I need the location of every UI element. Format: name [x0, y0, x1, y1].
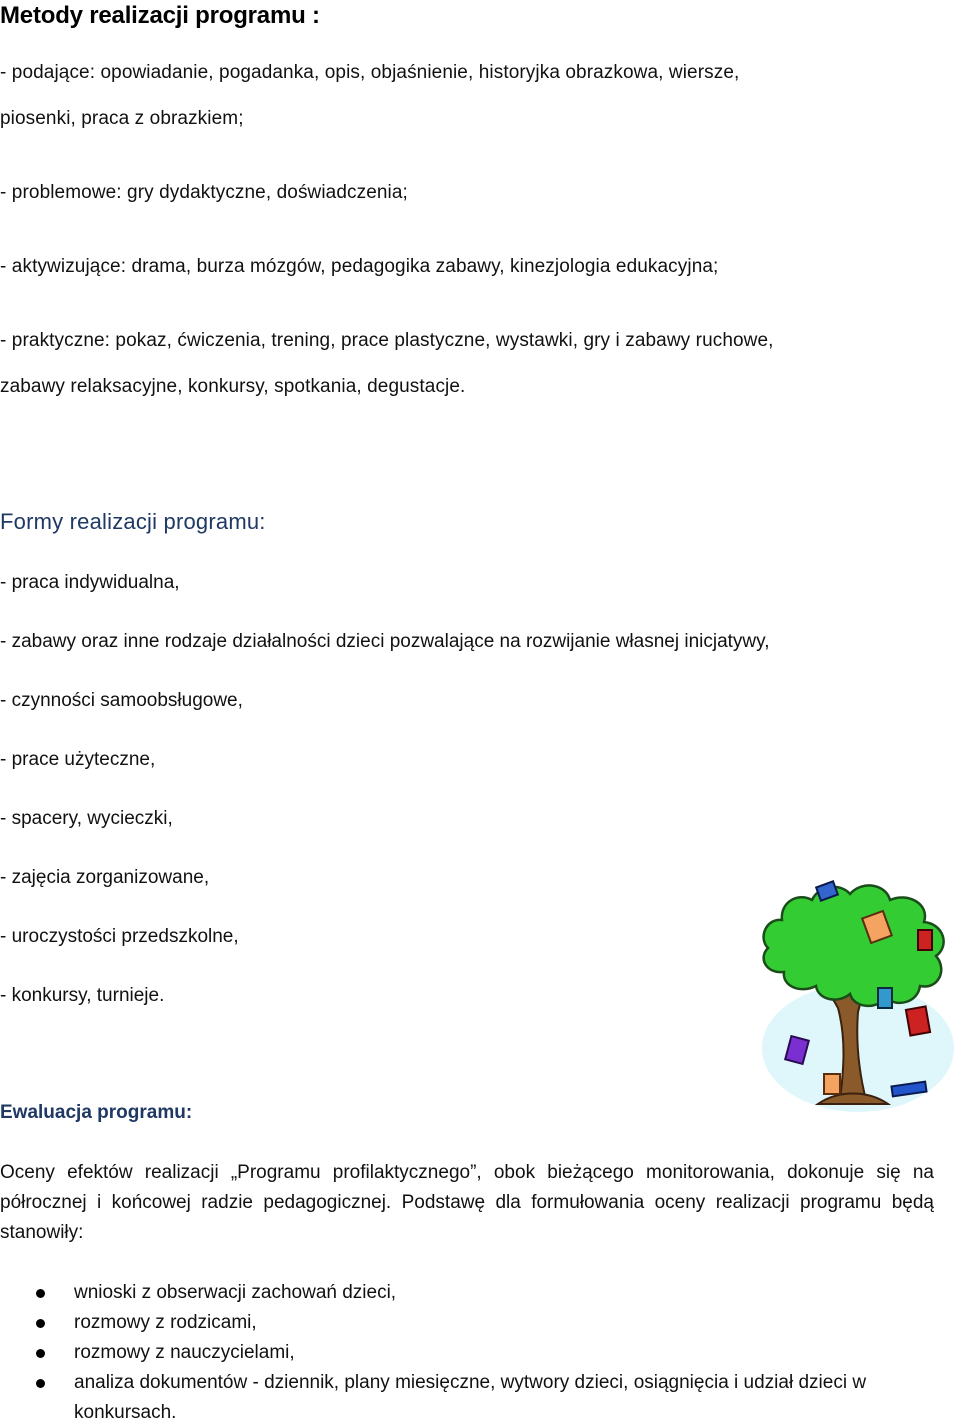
- list-item-text: rozmowy z rodzicami,: [74, 1312, 257, 1333]
- forms-item: - konkursy, turnieje.: [0, 985, 165, 1006]
- list-item-text: rozmowy z nauczycielami,: [74, 1342, 295, 1363]
- list-item-text: wnioski z obserwacji zachowań dzieci,: [74, 1282, 397, 1303]
- evaluation-bullet-list: [0, 1278, 934, 1428]
- forms-heading: Formy realizacji programu:: [0, 509, 266, 534]
- bullet-icon: [36, 1349, 45, 1358]
- list-item-text: analiza dokumentów - dziennik, plany miesięczne, wytwory dzieci, osiągnięcia i udział dzieci w konkursach.: [74, 1372, 867, 1423]
- forms-item: - praca indywidualna,: [0, 572, 180, 593]
- evaluation-paragraph: Oceny efektów realizacji „Programu profilaktycznego”, obok bieżącego monitorowania, dokonuje się na półrocznej i końcowej radzie pedagogicznej. Podstawę dla formułowania oceny realizacji programu będą stanowiły:: [0, 1162, 934, 1243]
- forms-item: - zabawy oraz inne rodzaje działalności dzieci pozwalające na rozwijanie własnej inicjatywy,: [0, 631, 770, 652]
- forms-item: - uroczystości przedszkolne,: [0, 926, 239, 947]
- list-item: [0, 1308, 934, 1338]
- methods-line: - praktyczne: pokaz, ćwiczenia, trening, prace plastyczne, wystawki, gry i zabawy ruchowe,: [0, 330, 774, 351]
- book-tree-icon: [758, 878, 954, 1112]
- forms-item: - prace użyteczne,: [0, 749, 156, 770]
- methods-line: piosenki, praca z obrazkiem;: [0, 108, 244, 129]
- bullet-icon: [36, 1319, 45, 1328]
- bullet-icon: [36, 1379, 45, 1388]
- evaluation-heading: Ewaluacja programu:: [0, 1102, 193, 1123]
- methods-line: - aktywizujące: drama, burza mózgów, pedagogika zabawy, kinezjologia edukacyjna;: [0, 256, 719, 277]
- methods-line: - problemowe: gry dydaktyczne, doświadczenia;: [0, 182, 408, 203]
- forms-item: - zajęcia zorganizowane,: [0, 867, 210, 888]
- methods-heading: Metody realizacji programu :: [0, 2, 320, 29]
- list-item: [0, 1278, 934, 1308]
- forms-item: - spacery, wycieczki,: [0, 808, 173, 829]
- forms-item: - czynności samoobsługowe,: [0, 690, 243, 711]
- list-item: [0, 1338, 934, 1368]
- bullet-icon: [36, 1289, 45, 1298]
- list-item: [0, 1368, 934, 1428]
- methods-line: zabawy relaksacyjne, konkursy, spotkania, degustacje.: [0, 376, 466, 397]
- methods-line: - podające: opowiadanie, pogadanka, opis, objaśnienie, historyjka obrazkowa, wiersze,: [0, 62, 740, 83]
